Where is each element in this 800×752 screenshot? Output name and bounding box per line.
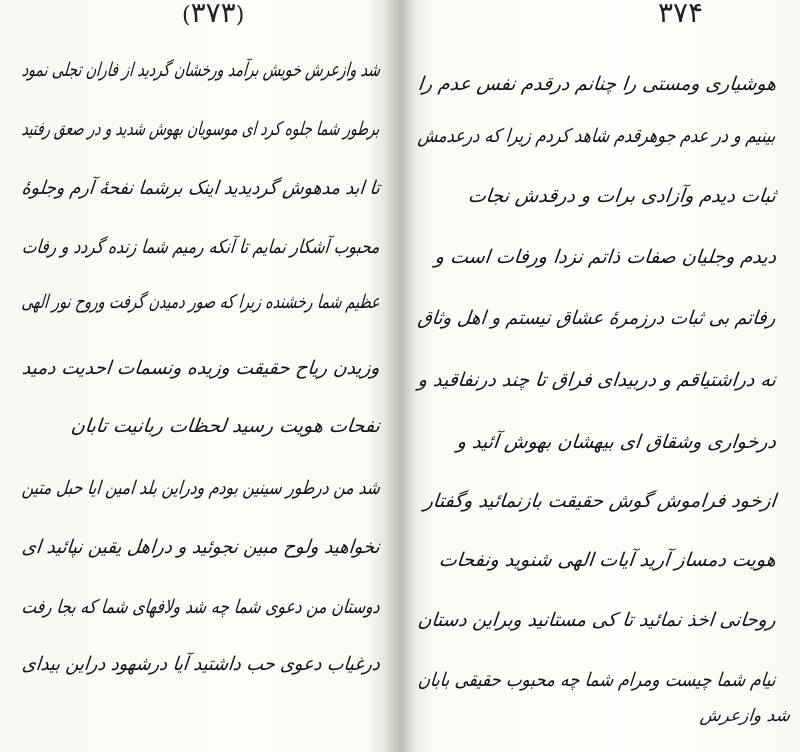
text-line: درغیاب دعوی حب داشتید آیا درشهود دراین بیدای xyxy=(21,653,382,675)
text-line: ثبات دیدم وآزادی برات و درقدش نجات xyxy=(466,185,778,207)
catchword: شد وازعرش xyxy=(698,706,792,726)
text-line: نفحات هویت رسید لحظات ربانیت تابان xyxy=(69,415,382,437)
text-line: ازخود فراموش گوش حقیقت بازنمائید وگفتار xyxy=(422,490,778,512)
right-page xyxy=(408,0,800,752)
text-line: شد من درطور سینین بودم ودراین بلد امین ایا حبل متین xyxy=(21,477,382,499)
text-line: دوستان من دعوی شما چه شد ولافهای شما که بجا رفت xyxy=(20,596,382,618)
text-line: بینیم و در عدم جوهرقدم شاهد کردم زیرا که درعدمش xyxy=(417,125,778,147)
text-line: رفاتم بی ثبات درزمرهٔ عشاق نیستم و اهل وثاق xyxy=(417,307,778,329)
text-line: هوشیاری ومستی را چنانم درقدم نفس عدم را xyxy=(416,73,778,95)
text-line: درخواری وشقاق ای بیهشان بهوش آئید و xyxy=(455,431,778,453)
text-line: هویت دمساز آرید آیات الهی شنوید ونفحات xyxy=(437,549,778,571)
text-line: عظیم شما رخشنده زیرا که صور دمیدن گرفت وروح نور الهی xyxy=(20,291,382,313)
text-line: وزیدن ریاح حقیقت وزیده ونسمات احدیت دمید xyxy=(21,357,382,379)
text-line: روحانی اخذ نمائید تا کی مستانید وبراین دستان xyxy=(416,609,778,631)
left-page-text xyxy=(0,0,392,752)
right-page-text xyxy=(408,0,800,752)
text-line: نخواهید ولوح مبین نجوئید و دراهل یقین نپائید ای xyxy=(21,536,382,558)
text-line: محبوب آشکار نمایم تا آنکه رمیم شما زنده گردد و رفات xyxy=(21,236,382,258)
text-line: نه دراشتیاقم و دربیدای فراق تا چند درنفاقید و xyxy=(417,369,778,391)
left-page-number: (۳۷۳) xyxy=(182,0,245,29)
text-line: برطور شما جلوه کرد ای موسویان بهوش شدید و در صعق رفتید xyxy=(21,118,382,140)
left-page xyxy=(0,0,392,752)
text-line: شد وازعرش خویش برآمد ورخشان گردید از فاران تجلی نمود xyxy=(20,59,382,81)
text-line: تا ابد مدهوش گردیدید اینک برشما نفحهٔ آرم وجلوهٔ xyxy=(20,177,382,199)
text-line: نیام شما چیست ومرام شما چه محبوب حقیقی بابان xyxy=(417,669,778,691)
text-line: دیدم وجلیان صفات ذاتم نزدا ورفات است و xyxy=(433,246,778,268)
right-page-number: ۳۷۴ xyxy=(658,0,704,29)
